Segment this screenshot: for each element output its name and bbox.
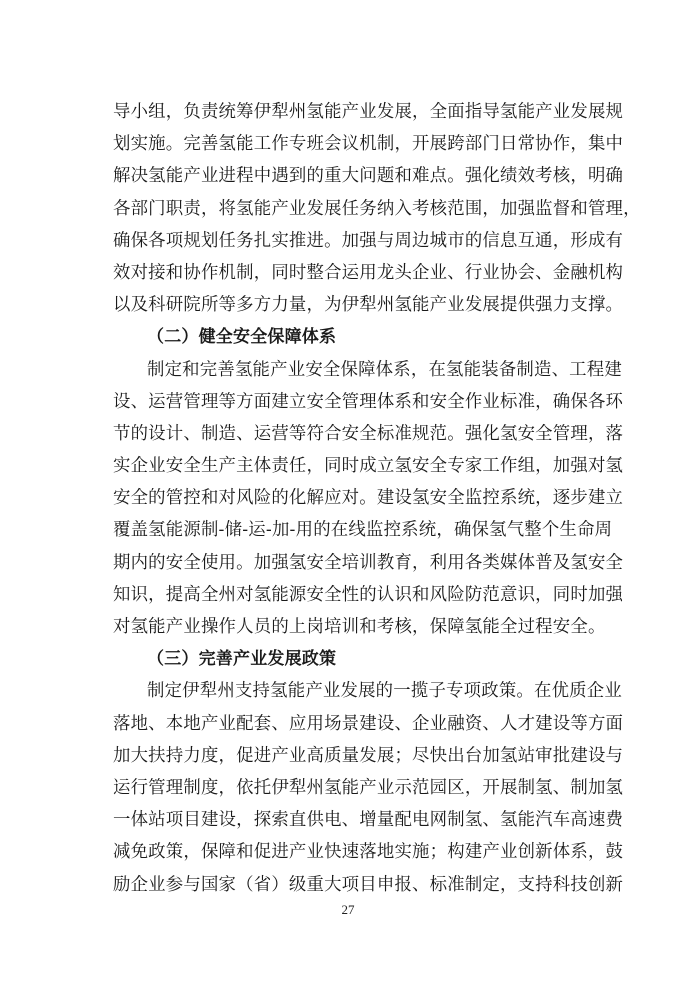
text-line: 减免政策，保障和促进产业快速落地实施；构建产业创新体系，鼓 <box>113 842 624 863</box>
text-line: 各部门职责，将氢能产业发展任务纳入考核范围，加强监督和管理， <box>113 198 641 219</box>
text-line: 知识，提高全州对氢能源安全性的认识和风险防范意识，同时加强 <box>113 584 624 605</box>
body-text <box>113 96 641 901</box>
text-line: 对氢能产业操作人员的上岗培训和考核，保障氢能全过程安全。 <box>113 617 606 637</box>
text-line: 落地、本地产业配套、应用场景建设、企业融资、人才建设等方面 <box>113 713 624 734</box>
text-line: 运行管理制度，依托伊犁州氢能产业示范园区，开展制氢、制加氢 <box>113 777 624 798</box>
section-heading-safety: （二）健全安全保障体系 <box>147 327 337 348</box>
text-line: 以及科研院所等多方力量，为伊犁州氢能产业发展提供强力支撑。 <box>113 295 624 316</box>
text-line: 设、运营管理等方面建立安全管理体系和安全作业标准，确保各环 <box>113 391 624 412</box>
text-line: 加大扶持力度，促进产业高质量发展；尽快出台加氢站审批建设与 <box>113 745 624 766</box>
text-line: 划实施。完善氢能工作专班会议机制，开展跨部门日常协作，集中 <box>113 134 624 155</box>
page-number: 27 <box>341 902 355 917</box>
text-line: 解决氢能产业进程中遇到的重大问题和难点。强化绩效考核，明确 <box>113 166 624 187</box>
text-line: 效对接和协作机制，同时整合运用龙头企业、行业协会、金融机构 <box>113 262 624 283</box>
text-line: 期内的安全使用。加强氢安全培训教育，利用各类媒体普及氢安全 <box>113 552 624 573</box>
text-line: 励企业参与国家（省）级重大项目申报、标准制定，支持科技创新 <box>113 874 624 895</box>
text-line: 确保各项规划任务扎实推进。加强与周边城市的信息互通，形成有 <box>113 230 624 251</box>
paragraph-safety <box>113 354 624 644</box>
text-line: 节的设计、制造、运营等符合安全标准规范。强化氢安全管理，落 <box>113 423 624 444</box>
text-line: 制定和完善氢能产业安全保障体系，在氢能装备制造、工程建 <box>147 359 622 380</box>
text-line: 导小组，负责统筹伊犁州氢能产业发展，全面指导氢能产业发展规 <box>113 102 624 122</box>
text-line: 实企业安全生产主体责任，同时成立氢安全专家工作组，加强对氢 <box>113 456 624 477</box>
text-line: 一体站项目建设，探索直供电、增量配电网制氢、氢能汽车高速费 <box>113 810 624 831</box>
paragraph-policy <box>113 675 624 900</box>
paragraph-continuation <box>113 96 641 321</box>
text-line: 覆盖氢能源制-储-运-加-用的在线监控系统，确保氢气整个生命周 <box>113 520 613 541</box>
section-heading-policy: （三）完善产业发展政策 <box>147 649 337 670</box>
text-line: 制定伊犁州支持氢能产业发展的一揽子专项政策。在优质企业 <box>147 681 622 702</box>
text-line: 安全的管控和对风险的化解应对。建设氢安全监控系统，逐步建立 <box>113 488 624 509</box>
